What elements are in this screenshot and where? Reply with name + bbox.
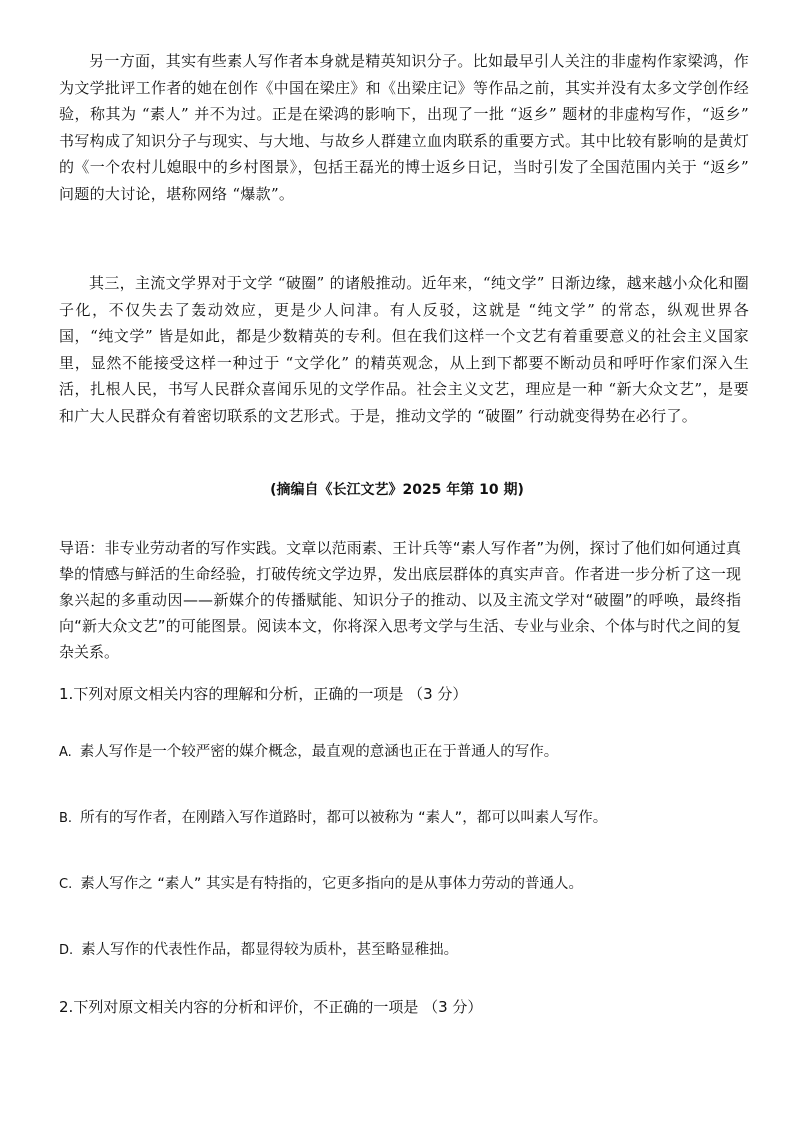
- question-1-number: 1.: [59, 685, 74, 703]
- article-source: (摘编自《长江文艺》2025 年第 10 期): [270, 482, 524, 498]
- option-letter: C.: [59, 877, 73, 892]
- question-2-stem: 下列对原文相关内容的分析和评价，不正确的一项是 （3 分）: [73, 998, 483, 1016]
- question-1-option-b[interactable]: [59, 806, 749, 827]
- option-text: 素人写作的代表性作品，都显得较为质朴，甚至略显稚拙。: [81, 942, 459, 958]
- question-2: [59, 996, 749, 1017]
- reading-guide: 导语：非专业劳动者的写作实践。文章以范雨素、王计兵等“素人写作者”为例，探讨了他们如何通过真挚的情感与鲜活的生命经验，打破传统文学边界，发出底层群体的真实声音。作者进一步分析了这一现象兴起的多重动因——新媒介的传播赋能、知识分子的推动、以及主流文学对“破圈”的呼唤，最终指向“新大众文艺”的可能图景。阅读本文，你将深入思考文学与生活、专业与业余、个体与时代之间的复杂关系。: [59, 539, 741, 661]
- article-paragraph-2: 其三，主流文学界对于文学 “破圈” 的诸般推动。近年来，“纯文学” 日渐边缘，越来越小众化和圈子化，不仅失去了轰动效应，更是少人问津。有人反驳，这就是 “纯文学” 的常态，纵观世界各国，“纯文学” 皆是如此，都是少数精英的专利。但在我们这样一个文艺有着重要意义的社会主义国家里，显然不能接受这样一种过于 “文学化” 的精英观念，从上到下都要不断动员和呼吁作家们深入生活，扎根人民，书写人民群众喜闻乐见的文学作品。社会主义文艺，理应是一种 “新大众文艺”，是要和广大人民群众有着密切联系的文艺形式。于是，推动文学的 “破圈” 行动就变得势在必行了。: [59, 274, 749, 425]
- question-1: [59, 683, 749, 704]
- question-1-option-a[interactable]: [59, 740, 749, 761]
- option-letter: A.: [59, 745, 72, 760]
- question-2-number: 2.: [59, 998, 74, 1016]
- question-1-stem: 下列对原文相关内容的理解和分析，正确的一项是 （3 分）: [73, 685, 468, 703]
- option-text: 素人写作是一个较严密的媒介概念，最直观的意涵也正在于普通人的写作。: [79, 744, 559, 760]
- question-1-option-c[interactable]: [59, 872, 749, 893]
- option-text: 所有的写作者，在刚踏入写作道路时，都可以被称为 “素人”，都可以叫素人写作。: [80, 810, 608, 826]
- article-paragraph-1: 另一方面，其实有些素人写作者本身就是精英知识分子。比如最早引人关注的非虚构作家梁鸿，作为文学批评工作者的她在创作《中国在梁庄》和《出梁庄记》等作品之前，其实并没有太多文学创作经验，称其为 “素人” 并不为过。正是在梁鸿的影响下，出现了一批 “返乡” 题材的非虚构写作，“返乡” 书写构成了知识分子与现实、与大地、与故乡人群建立血肉联系的重要方式。其中比较有影响的是黄灯的《一个农村儿媳眼中的乡村图景》，包括王磊光的博士返乡日记，当时引发了全国范围内关于 “返乡” 问题的大讨论，堪称网络 “爆款”。: [59, 52, 749, 203]
- option-letter: D.: [59, 943, 74, 958]
- option-letter: B.: [59, 811, 73, 826]
- option-text: 素人写作之 “素人” 其实是有特指的，它更多指向的是从事体力劳动的普通人。: [80, 876, 583, 892]
- question-1-option-d[interactable]: [59, 938, 749, 959]
